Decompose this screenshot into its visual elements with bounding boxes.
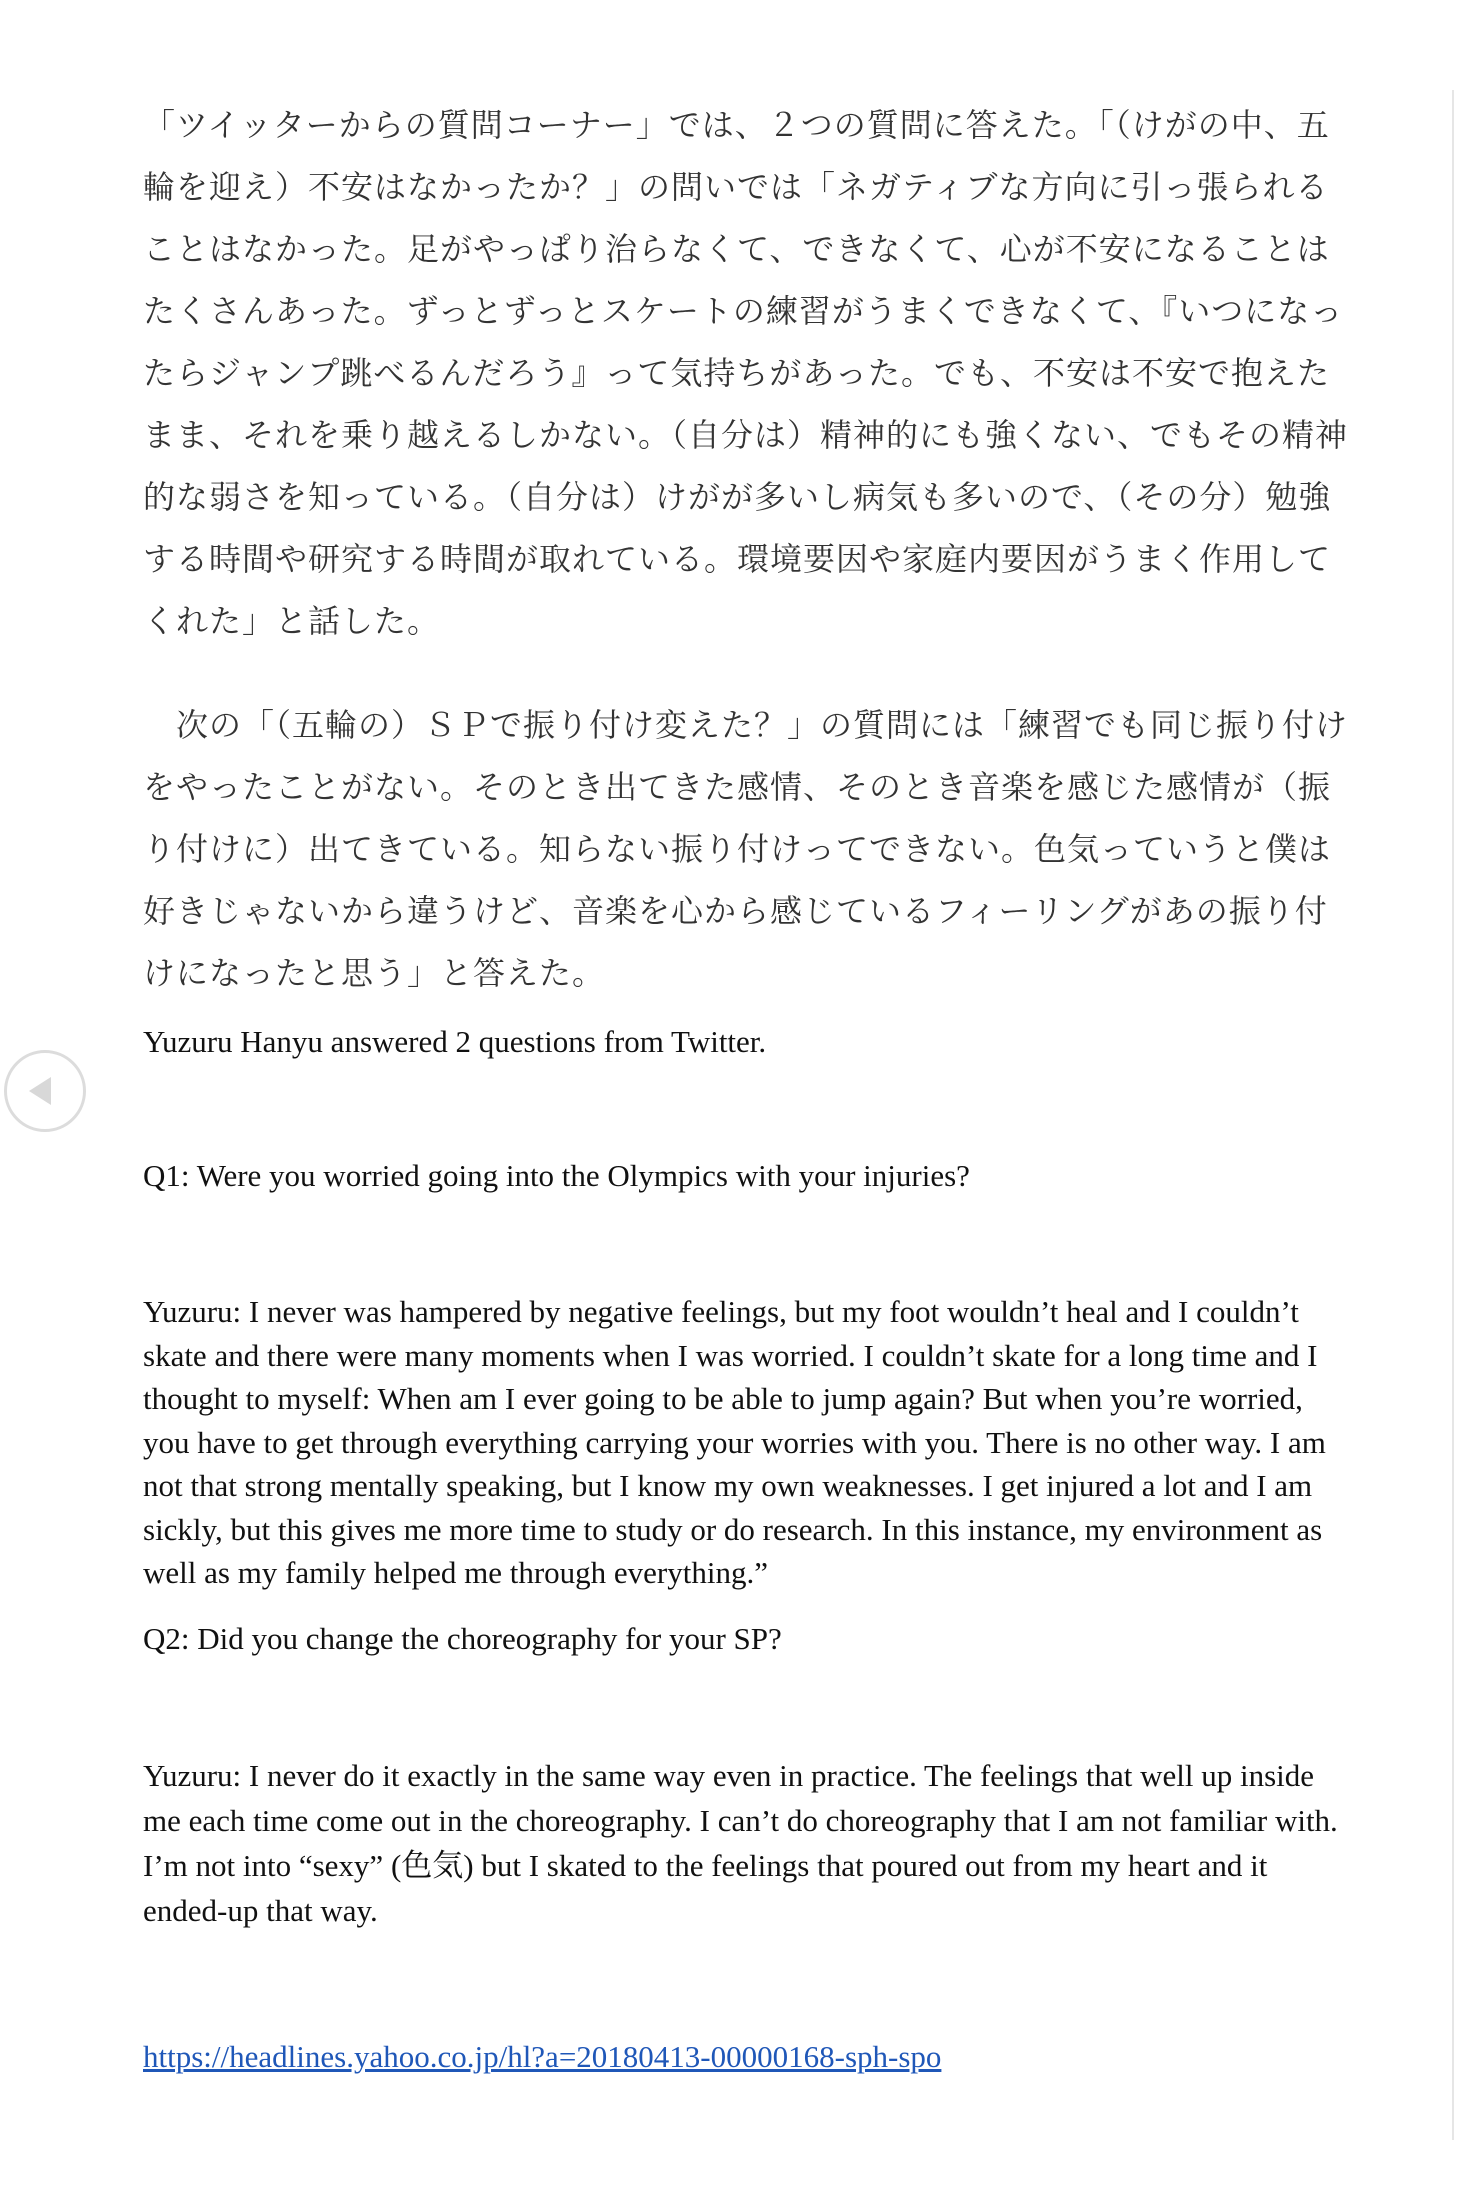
- japanese-paragraph-1: 「ツイッターからの質問コーナー」では、２つの質問に答えた。「（けがの中、五輪を迎え）不安はなかったか？」の問いでは「ネガティブな方向に引っ張られることはなかった。足がやっぱり治らなくて、できなくて、心が不安になることはたくさんあった。ずっとずっとスケートの練習がうまくできなくて、『いつになったらジャンプ跳べるんだろう』って気持ちがあった。でも、不安は不安で抱えたまま、それを乗り越えるしかない。（自分は）精神的にも強くない、でもその精神的な弱さを知っている。（自分は）けがが多いし病気も多いので、（その分）勉強する時間や研究する時間が取れている。環境要因や家庭内要因がうまく作用してくれた」と話した。: [143, 106, 1349, 640]
- answer-1: Yuzuru: I never was hampered by negative feelings, but my foot wouldn’t heal and I couldn’t skate and there were many moments when I was worried. I couldn’t skate for a long time and I thought to myself: When am I ever going to be able to jump again? But when you’re worried, you have to get through everything carrying your worries with you. There is no other way. I am not that strong mentally speaking, but I know my own weaknesses. I get injured a lot and I am sickly, but this gives me more time to study or do research. In this instance, my environment as well as my family helped me through everything.”: [143, 1294, 1326, 1590]
- answer-2: Yuzuru: I never do it exactly in the same way even in practice. The feelings that well up inside me each time come out in the choreography. I can’t do choreography that I am not familiar with. I’m not into “sexy” (色気) but I skated to the feelings that poured out from my heart and it ended-up that way.: [143, 1757, 1338, 1928]
- question-2: Q2: Did you change the choreography for your SP?: [143, 1620, 782, 1656]
- source-link[interactable]: https://headlines.yahoo.co.jp/hl?a=20180413-00000168-sph-spo: [143, 2038, 942, 2074]
- japanese-paragraph-2: 次の「（五輪の）ＳＰで振り付け変えた？」の質問には「練習でも同じ振り付けをやったことがない。そのとき出てきた感情、そのとき音楽を感じた感情が（振り付けに）出てきている。知らない振り付けってできない。色気っていうと僕は好きじゃないから違うけど、音楽を心から感じているフィーリングがあの振り付けになったと思う」と答えた。: [143, 706, 1349, 992]
- question-1: Q1: Were you worried going into the Olympics with your injuries?: [143, 1158, 970, 1193]
- article-body: [143, 94, 1353, 2077]
- page-edge-divider: [1452, 90, 1454, 2140]
- english-intro: Yuzuru Hanyu answered 2 questions from Twitter.: [143, 1024, 767, 1059]
- chevron-left-icon: [29, 1077, 51, 1105]
- previous-page-button[interactable]: [4, 1050, 86, 1132]
